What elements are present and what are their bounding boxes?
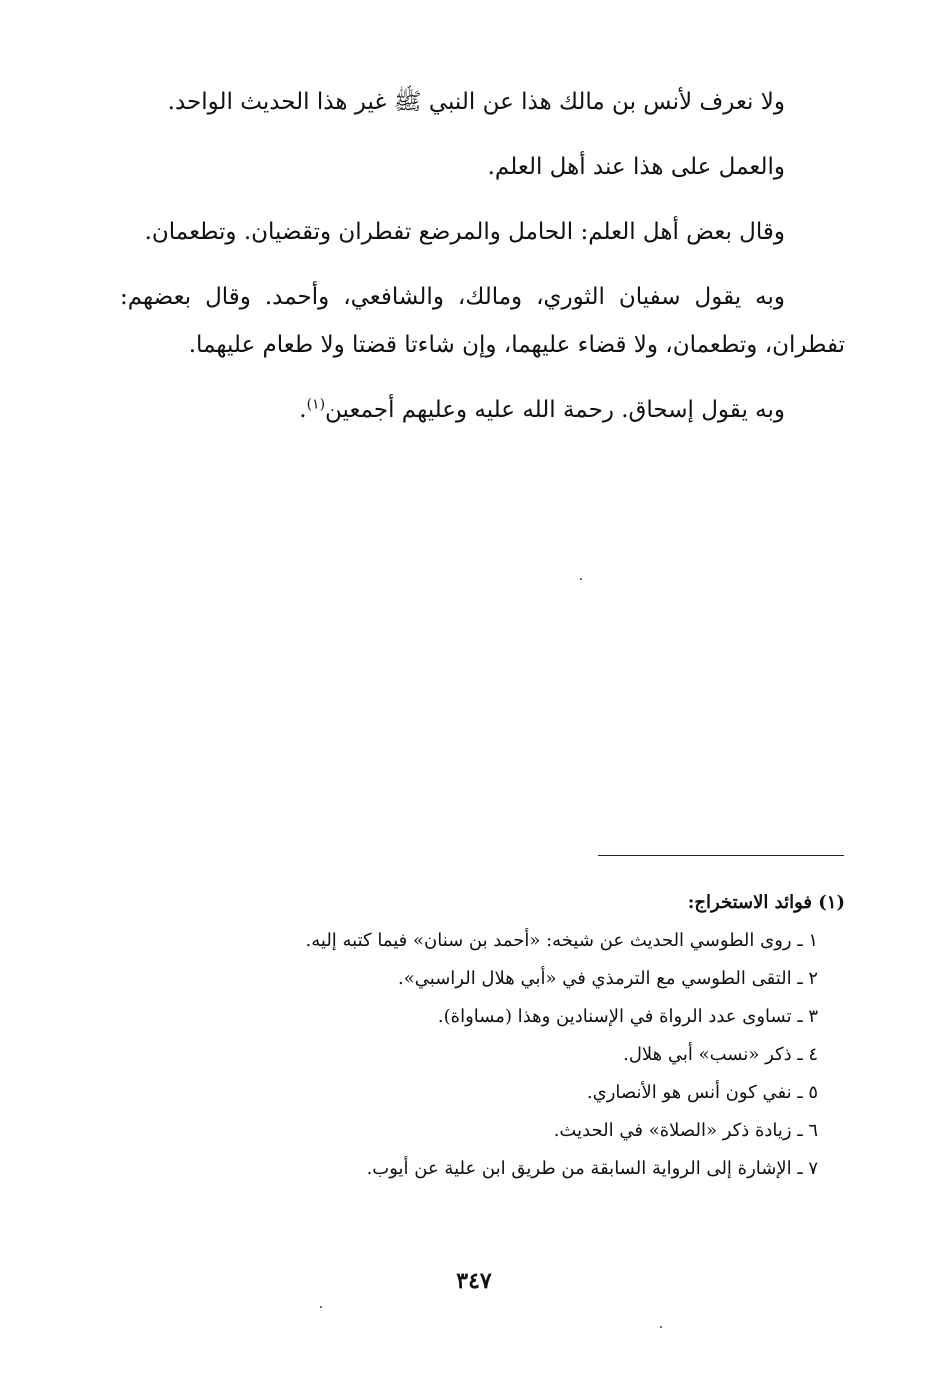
paragraph-3: وقال بعض أهل العلم: الحامل والمرضع تفطران وتقضيان. وتطعمان.	[144, 219, 785, 245]
main-text	[120, 78, 845, 451]
footnote-item: ٢ ـ التقى الطوسي مع الترمذي في «أبي هلال الراسبي».	[398, 968, 818, 989]
footnotes-section	[120, 884, 845, 1188]
paragraph-5-text: وبه يقول إسحاق. رحمة الله عليه وعليهم أجمعين	[325, 397, 785, 423]
paragraph-4: وبه يقول سفيان الثوري، ومالك، والشافعي، وأحمد. وقال بعضهم: تفطران، وتطعمان، ولا قضاء عليهما، وإن شاءتا قضتا ولا طعام عليهما.	[120, 284, 845, 358]
paragraph-1: ولا نعرف لأنس بن مالك هذا عن النبي ﷺ غير هذا الحديث الواحد.	[167, 89, 785, 115]
footnote-reference[interactable]: (١)	[306, 396, 326, 413]
footnote-item: ٥ ـ نفي كون أنس هو الأنصاري.	[586, 1082, 818, 1103]
paragraph-2: والعمل على هذا عند أهل العلم.	[487, 154, 785, 180]
footnote-item: ٧ ـ الإشارة إلى الرواية السابقة من طريق ابن علية عن أيوب.	[366, 1158, 818, 1179]
paragraph-5-end: .	[299, 397, 307, 423]
scan-speck	[320, 1306, 322, 1308]
footnote-item: ٣ ـ تساوى عدد الرواة في الإسنادين وهذا (مساواة).	[437, 1006, 818, 1027]
footnote-item: ٦ ـ زيادة ذكر «الصلاة» في الحديث.	[553, 1120, 818, 1141]
footnote-item: ٤ ـ ذكر «نسب» أبي هلال.	[623, 1044, 818, 1065]
scan-speck	[580, 578, 582, 580]
footnote-separator	[598, 855, 844, 856]
footnote-item: ١ ـ روى الطوسي الحديث عن شيخه: «أحمد بن سنان» فيما كتبه إليه.	[305, 930, 818, 951]
paragraph-5	[120, 386, 845, 434]
footnote-list	[120, 922, 845, 1188]
scan-speck	[660, 1326, 662, 1328]
page-number: ٣٤٧	[456, 1268, 492, 1294]
footnote-heading: (١) فوائد الاستخراج:	[687, 892, 845, 913]
